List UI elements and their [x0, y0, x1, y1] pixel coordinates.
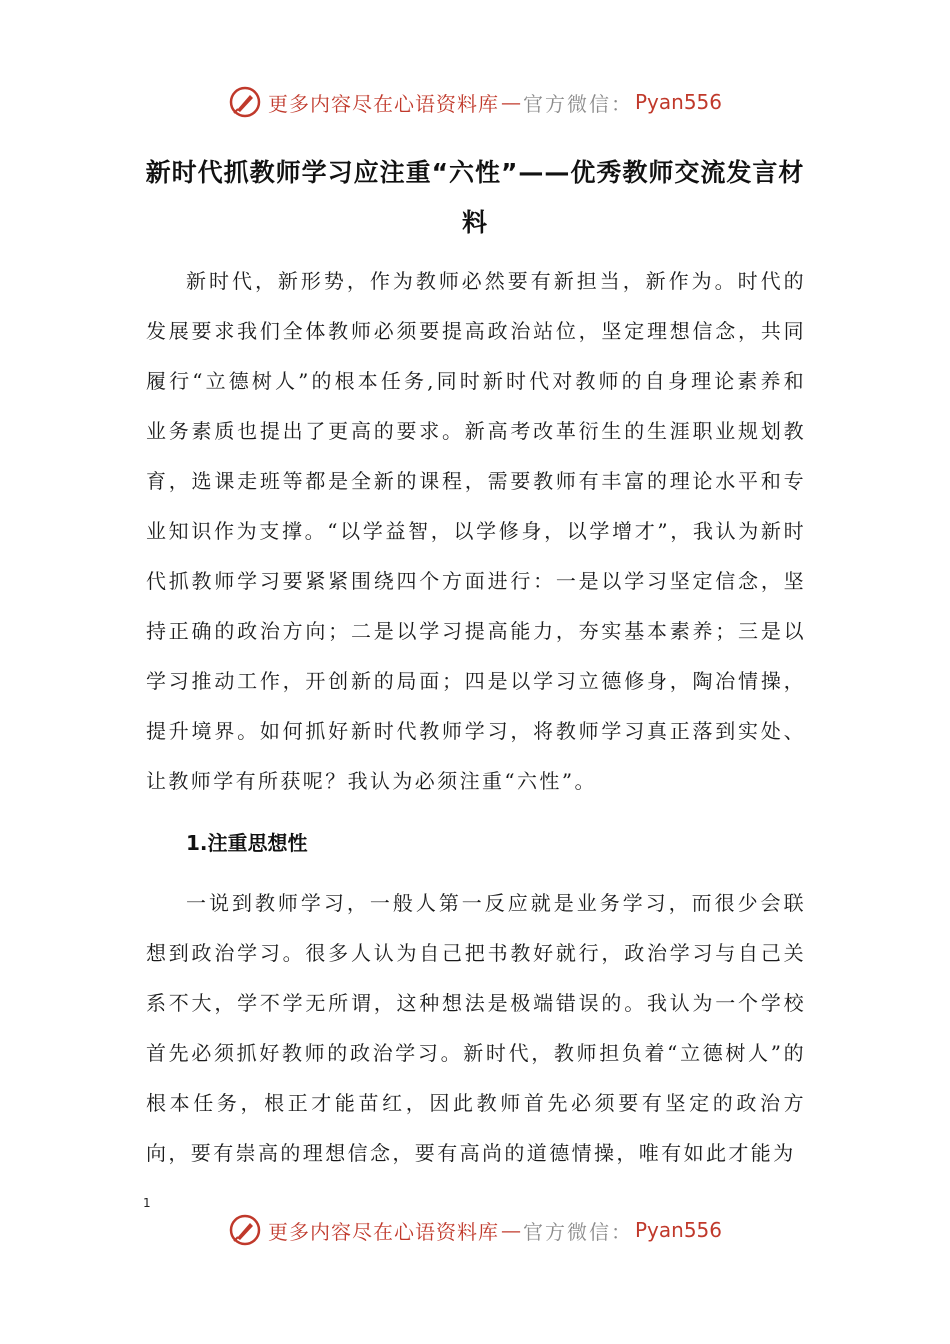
banner-wechat-label: 官方微信： — [522, 91, 633, 116]
pen-logo-icon — [228, 1213, 262, 1247]
banner-wechat-id: Pyan556 — [634, 90, 722, 114]
header-banner — [0, 82, 950, 122]
page-number: 1 — [143, 1196, 151, 1210]
body-paragraph: 一说到教师学习，一般人第一反应就是业务学习，而很少会联想到政治学习。很多人认为自己把书教好就行，政治学习与自己关系不大，学不学无所谓，这种想法是极端错误的。我认为一个学校首先必须抓好教师的政治学习。新时代，教师担负着“立德树人”的根本任务，根正才能苗红，因此教师首先必须要有坚定的政治方向，要有崇高的理想信念，要有高尚的道德情操，唯有如此才能为 — [146, 891, 806, 1165]
section-heading: 1.注重思想性 — [186, 831, 308, 855]
banner-wechat-label: 官方微信： — [522, 1219, 633, 1244]
pen-logo-icon — [228, 85, 262, 119]
body-paragraph: 新时代，新形势，作为教师必然要有新担当，新作为。时代的发展要求我们全体教师必须要提高政治站位，坚定理想信念，共同履行“立德树人”的根本任务,同时新时代对教师的自身理论素养和业务素质也提出了更高的要求。新高考改革衍生的生涯职业规划教育，选课走班等都是全新的课程，需要教师有丰富的理论水平和专业知识作为支撑。“以学益智，以学修身，以学增才”，我认为新时代抓教师学习要紧紧围绕四个方面进行：一是以学习坚定信念，坚持正确的政治方向；二是以学习提高能力，夯实基本素养；三是以学习推动工作，开创新的局面；四是以学习立德修身，陶冶情操，提升境界。如何抓好新时代教师学习，将教师学习真正落到实处、让教师学有所获呢？我认为必须注重“六性”。 — [146, 269, 806, 793]
banner-brand: 更多内容尽在心语资料库 — [267, 91, 499, 116]
banner-brand: 更多内容尽在心语资料库 — [267, 1219, 499, 1244]
banner-wechat-id: Pyan556 — [634, 1218, 722, 1242]
banner-separator: — — [500, 90, 521, 114]
document-title: 新时代抓教师学习应注重“六性”——优秀教师交流发言材料 — [145, 158, 805, 237]
banner-separator: — — [500, 1218, 521, 1242]
footer-banner — [0, 1210, 950, 1250]
